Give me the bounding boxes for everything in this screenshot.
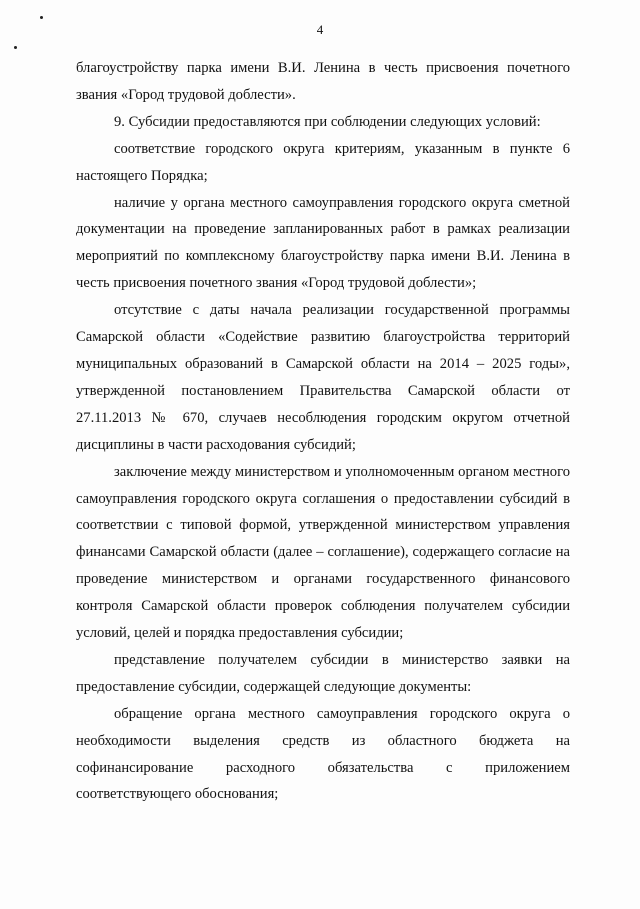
document-body <box>76 55 570 808</box>
page-number: 4 <box>316 22 324 37</box>
paragraph-condition-reporting-discipline: отсутствие с даты начала реализации государственной программы Самарской области «Содействие развитию благоустройства территорий муниципальных образований в Самарской области на 2014 – 2025 годы», утвержденной постановлением Правительства Самарской области от 27.11.2013 № 670, случаев несоблюдения городским округом отчетной дисциплины в части расходования субсидий; <box>76 302 570 453</box>
paragraph-condition-estimate-documentation: наличие у органа местного самоуправления городского округа сметной документации на проведение запланированных работ в рамках реализации мероприятий по комплексному благоустройству парка имени В.И. Ленина в честь присвоения почетного звания «Город трудовой доблести»; <box>76 194 570 292</box>
scan-artifact-dot <box>14 46 17 49</box>
paragraph-clause-9: 9. Субсидии предоставляются при соблюдении следующих условий: <box>114 113 541 130</box>
paragraph-condition-application: представление получателем субсидии в министерство заявки на предоставление субсидии, содержащей следующие документы: <box>76 651 570 695</box>
paragraph-application-appeal: обращение органа местного самоуправления городского округа о необходимости выделения средств из областного бюджета на софинансирование расходного обязательства с приложением соответствующего обоснования; <box>76 705 570 803</box>
paragraph-condition-criteria: соответствие городского округа критериям, указанным в пункте 6 настоящего Порядка; <box>76 140 570 184</box>
paragraph-continuation: благоустройству парка имени В.И. Ленина в честь присвоения почетного звания «Город трудовой доблести». <box>76 60 570 103</box>
paragraph-condition-agreement: заключение между министерством и уполномоченным органом местного самоуправления городского округа соглашения о предоставлении субсидий в соответствии с типовой формой, утвержденной министерством управления финансами Самарской области (далее – соглашение), содержащего согласие на проведение министерством и органами государственного финансового контроля Самарской области проверок соблюдения получателем субсидии условий, целей и порядка предоставления субсидии; <box>76 463 570 642</box>
scan-artifact-dot <box>40 16 43 19</box>
